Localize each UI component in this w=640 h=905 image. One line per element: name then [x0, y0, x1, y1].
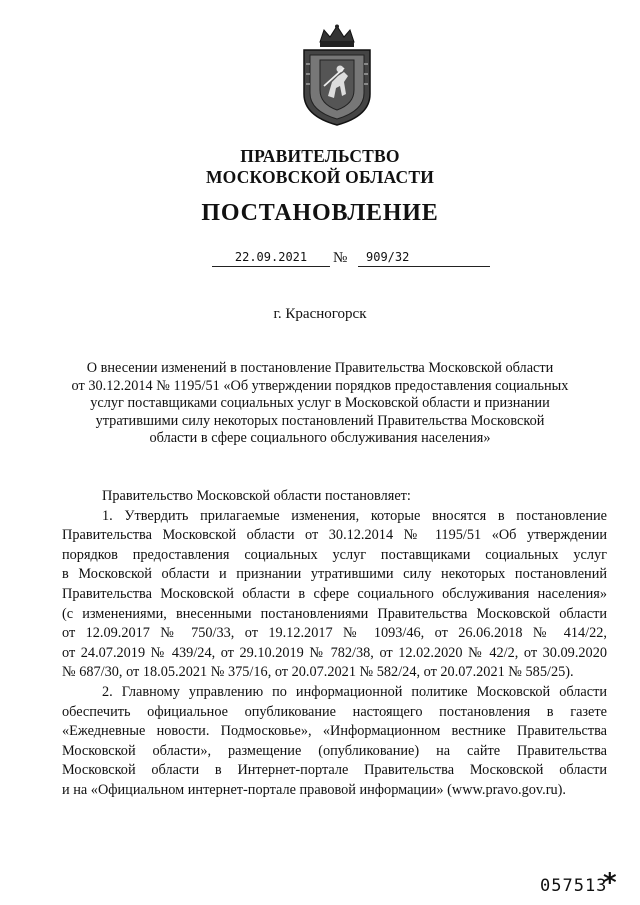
- document-date: 22.09.2021: [212, 250, 330, 267]
- body-line: 1. Утвердить прилагаемые изменения, которые вносятся в постановление: [102, 507, 607, 524]
- number-sign: №: [333, 250, 348, 266]
- body-line: «Ежедневные новости. Подмосковье», «Информационном вестнике Правительства: [62, 723, 607, 740]
- subject-line: утратившими силу некоторых постановлений Правительства Московской: [95, 412, 545, 429]
- document-body: [62, 487, 607, 801]
- subject-line: услуг поставщиками социальных услуг в Московской области и признании: [90, 395, 550, 412]
- body-line: Правительство Московской области постановляет:: [102, 488, 411, 504]
- body-line: Московской области», размещение (опубликование) на сайте Правительства: [62, 742, 607, 759]
- body-line: в Московской области и признании утратившими силу некоторых постановлений: [62, 566, 607, 583]
- subject-line: области в сфере социального обслуживания населения»: [149, 430, 491, 447]
- body-line: (с изменениями, внесенными постановлениями Правительства Московской области: [62, 605, 607, 622]
- body-line: обеспечить официальное опубликование настоящего постановления в газете: [62, 703, 607, 720]
- body-line: и на «Официальном интернет-портале правовой информации» (www.pravo.gov.ru).: [62, 781, 566, 798]
- organization-name-line1: ПРАВИТЕЛЬСТВО: [240, 146, 400, 166]
- date-number-line: [0, 250, 640, 274]
- document-subject: [62, 360, 578, 448]
- star-mark: *: [603, 868, 617, 898]
- document-type-title: ПОСТАНОВЛЕНИЕ: [201, 200, 439, 226]
- body-line: от 12.09.2017 № 750/33, от 19.12.2017 № 1093/46, от 26.06.2018 № 414/22,: [62, 625, 607, 642]
- body-line: 2. Главному управлению по информационной политике Московской области: [102, 683, 607, 700]
- body-line: от 24.07.2019 № 439/24, от 29.10.2019 № 782/38, от 12.02.2020 № 42/2, от 30.09.2020: [62, 644, 607, 661]
- body-line: Московской области в Интернет-портале Правительства Московской области: [62, 762, 607, 779]
- serial-stamp: 057513: [540, 876, 608, 896]
- body-line: Правительства Московской области от 30.12.2014 № 1195/51 «Об утверждении: [62, 527, 607, 544]
- body-line: порядков предоставления социальных услуг поставщиками социальных услуг: [62, 546, 607, 563]
- organization-name-line2: МОСКОВСКОЙ ОБЛАСТИ: [205, 167, 435, 187]
- subject-line: от 30.12.2014 № 1195/51 «Об утверждении порядков предоставления социальных: [71, 377, 569, 394]
- body-line: Правительства Московской области в сфере социального обслуживания населения»: [62, 585, 607, 602]
- document-number: 909/32: [358, 250, 490, 267]
- body-line: № 687/30, от 18.05.2021 № 375/16, от 20.07.2021 № 582/24, от 20.07.2021 № 585/25).: [62, 664, 574, 681]
- city-name: г. Красногорск: [273, 306, 367, 322]
- subject-line: О внесении изменений в постановление Правительства Московской области: [86, 360, 554, 376]
- coat-of-arms-emblem: [298, 24, 376, 128]
